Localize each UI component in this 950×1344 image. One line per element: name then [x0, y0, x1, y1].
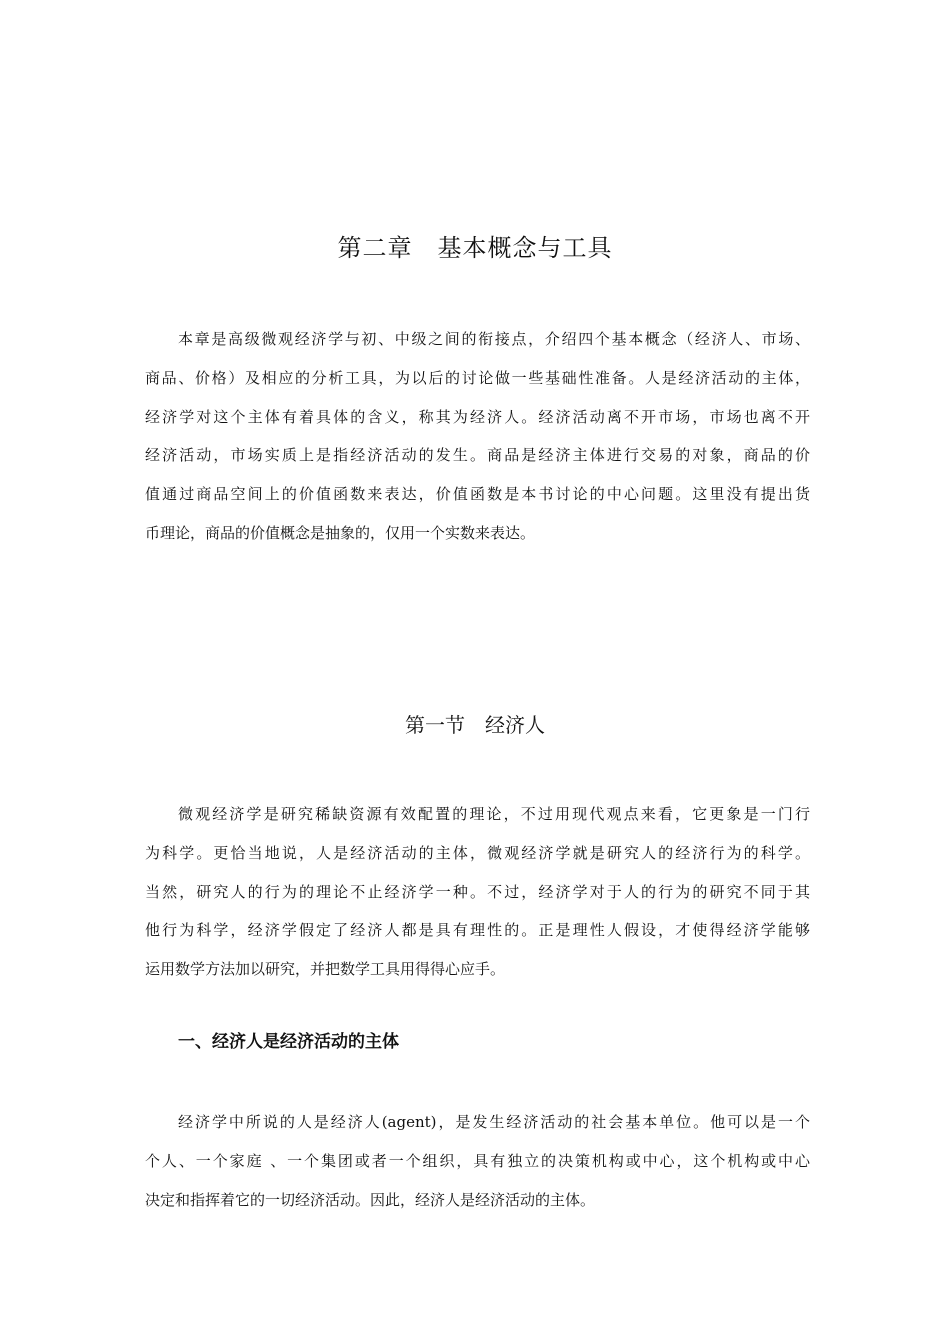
paragraph-line: 当然，研究人的行为的理论不止经济学一种。不过，经济学对于人的行为的研究不同于其 — [145, 882, 810, 901]
paragraph-line: 经济学中所说的人是经济人(agent)，是发生经济活动的社会基本单位。他可以是一个 — [178, 1113, 810, 1131]
paragraph-line: 个人、一个家庭 、一个集团或者一个组织，具有独立的决策机构或中心，这个机构或中心 — [145, 1151, 810, 1170]
paragraph-line: 经济学对这个主体有着具体的含义，称其为经济人。经济活动离不开市场，市场也离不开 — [145, 407, 810, 426]
paragraph-line: 经济活动，市场实质上是指经济活动的发生。商品是经济主体进行交易的对象，商品的价 — [145, 446, 810, 465]
paragraph-line: 微观经济学是研究稀缺资源有效配置的理论，不过用现代观点来看，它更象是一门行 — [178, 805, 810, 823]
intro-paragraph — [145, 320, 810, 553]
section-title: 第一节 经济人 — [405, 713, 545, 737]
paragraph-line: 本章是高级微观经济学与初、中级之间的衔接点，介绍四个基本概念（经济人、市场、 — [178, 330, 810, 348]
subsection-paragraph — [145, 1103, 810, 1219]
paragraph-line: 为科学。更恰当地说，人是经济活动的主体，微观经济学就是研究人的经济行为的科学。 — [145, 843, 810, 862]
subsection-title: 一、经济人是经济活动的主体 — [178, 1032, 399, 1052]
paragraph-line: 值通过商品空间上的价值函数来表达，价值函数是本书讨论的中心问题。这里没有提出货 — [145, 485, 810, 504]
section-paragraph — [145, 795, 810, 989]
paragraph-line: 运用数学方法加以研究，并把数学工具用得得心应手。 — [145, 960, 506, 979]
paragraph-line: 决定和指挥着它的一切经济活动。因此，经济人是经济活动的主体。 — [145, 1190, 596, 1209]
chapter-title: 第二章 基本概念与工具 — [337, 234, 613, 262]
paragraph-line: 他行为科学，经济学假定了经济人都是具有理性的。正是理性人假设，才使得经济学能够 — [145, 921, 810, 940]
paragraph-line: 商品、价格）及相应的分析工具，为以后的讨论做一些基础性准备。人是经济活动的主体， — [145, 368, 810, 387]
paragraph-line: 币理论，商品的价值概念是抽象的，仅用一个实数来表达。 — [145, 523, 536, 542]
